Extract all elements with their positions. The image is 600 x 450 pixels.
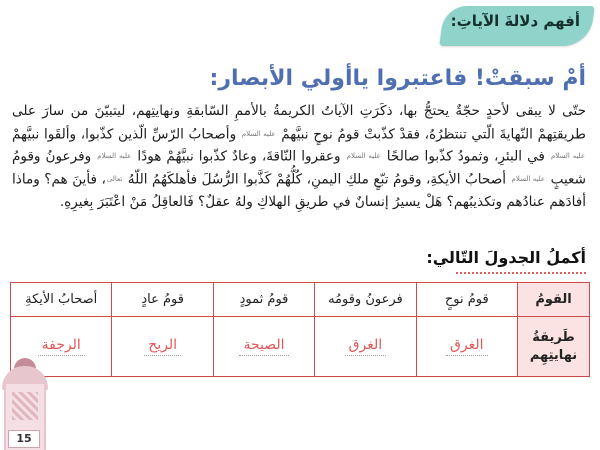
pbu-mark: عليه السلام bbox=[346, 152, 381, 161]
page-number: 15 bbox=[8, 430, 40, 448]
col-header-nuh: قومُ نوحٍ bbox=[416, 283, 517, 317]
lesson-paragraph bbox=[12, 100, 586, 213]
pbu-mark: عليه السلام bbox=[511, 175, 546, 183]
instruction-underline bbox=[456, 271, 586, 274]
table-instruction: أكملُ الجدولَ التّالي: bbox=[426, 248, 586, 267]
paragraph-part-3: في البئرِ، وثمودُ كذّبوا صالحًا bbox=[386, 148, 545, 165]
col-header-aad: قومُ عادٍ bbox=[112, 283, 213, 317]
paragraph-part-2: وأصحابُ الرّسِّ الّذين كذّبوا، وألقَوا نبيَّهمْ bbox=[12, 125, 237, 142]
paragraph-part-4: وعقروا النّاقةَ، وعادٌ كذّبوا نبيَّهُمْ هودًا bbox=[137, 148, 341, 165]
taala-mark: تعالى bbox=[106, 175, 123, 183]
pbu-mark: عليه السلام bbox=[550, 152, 586, 161]
row-header-people: القومُ bbox=[518, 283, 590, 317]
paragraph-part-7: ، فأينَ هم؟ وماذا أفادَهم عنادُهم وتكذيبُهم؟ هَلْ يسيرُ إنسانٌ في طريقِ الهلاكِ ولهُ عقلٌ؟ فَالعاقِلُ مَنْ اعْتَبَرَ بِغيرِهِ. bbox=[12, 171, 586, 210]
answer-text: الغرق bbox=[446, 337, 488, 356]
table-answer-row bbox=[11, 317, 590, 377]
answer-cell-aad[interactable] bbox=[112, 317, 213, 377]
col-header-thamud: قومُ ثمودٍ bbox=[213, 283, 314, 317]
answer-cell-nuh[interactable] bbox=[416, 317, 517, 377]
paragraph-part-6: أصحابُ الأيكةِ، وقومُ تبّعٍ ملكِ اليمنِ، كُلُّهُمْ كَذَّبوا الرُّسُلَ فأهلكَهُمُ اللّهُ bbox=[127, 171, 507, 188]
col-header-firaun: فرعونُ وقومُه bbox=[315, 283, 416, 317]
answer-text: الرجفة bbox=[38, 337, 85, 356]
table-header-row bbox=[11, 283, 590, 317]
answer-cell-thamud[interactable] bbox=[213, 317, 314, 377]
paragraph-part-5: وفرعونُ وقومُ شعيبٍ bbox=[12, 148, 586, 188]
pbu-mark: عليه السلام bbox=[241, 129, 276, 138]
answer-cell-firaun[interactable] bbox=[315, 317, 416, 377]
pbu-mark: عليه السلام bbox=[97, 152, 132, 161]
lesson-heading: أمْ سبقتْ! فاعتبروا ياأولي الأبصار: bbox=[209, 66, 586, 91]
ornament-pattern bbox=[12, 392, 38, 420]
answer-text: الغرق bbox=[345, 337, 387, 356]
completion-table bbox=[10, 282, 590, 377]
answer-text: الصيحة bbox=[239, 337, 288, 356]
section-ribbon-label: أفهم دلالةَ الآياتِ: bbox=[450, 12, 580, 30]
answer-text: الريح bbox=[144, 337, 181, 356]
col-header-aykah: أصحابُ الأيكةِ bbox=[11, 283, 112, 317]
row-header-ending: طَريقةُ نهايتِهِم bbox=[518, 317, 590, 377]
paragraph-part-1: حتّى لا يبقى لأحدٍ حجّةٌ يحتجُّ بها، ذكَرَتِ الآياتُ الكريمةُ بالأممِ السّابقةِ ونهايتِهم، ليتبيّنَ من سارَ على طريقتِهمْ النّهايةَ الّتي تنتظرُهُ، فقدْ كذّبتْ قومُ نوحٍ نبيَّهمْ bbox=[12, 103, 586, 142]
